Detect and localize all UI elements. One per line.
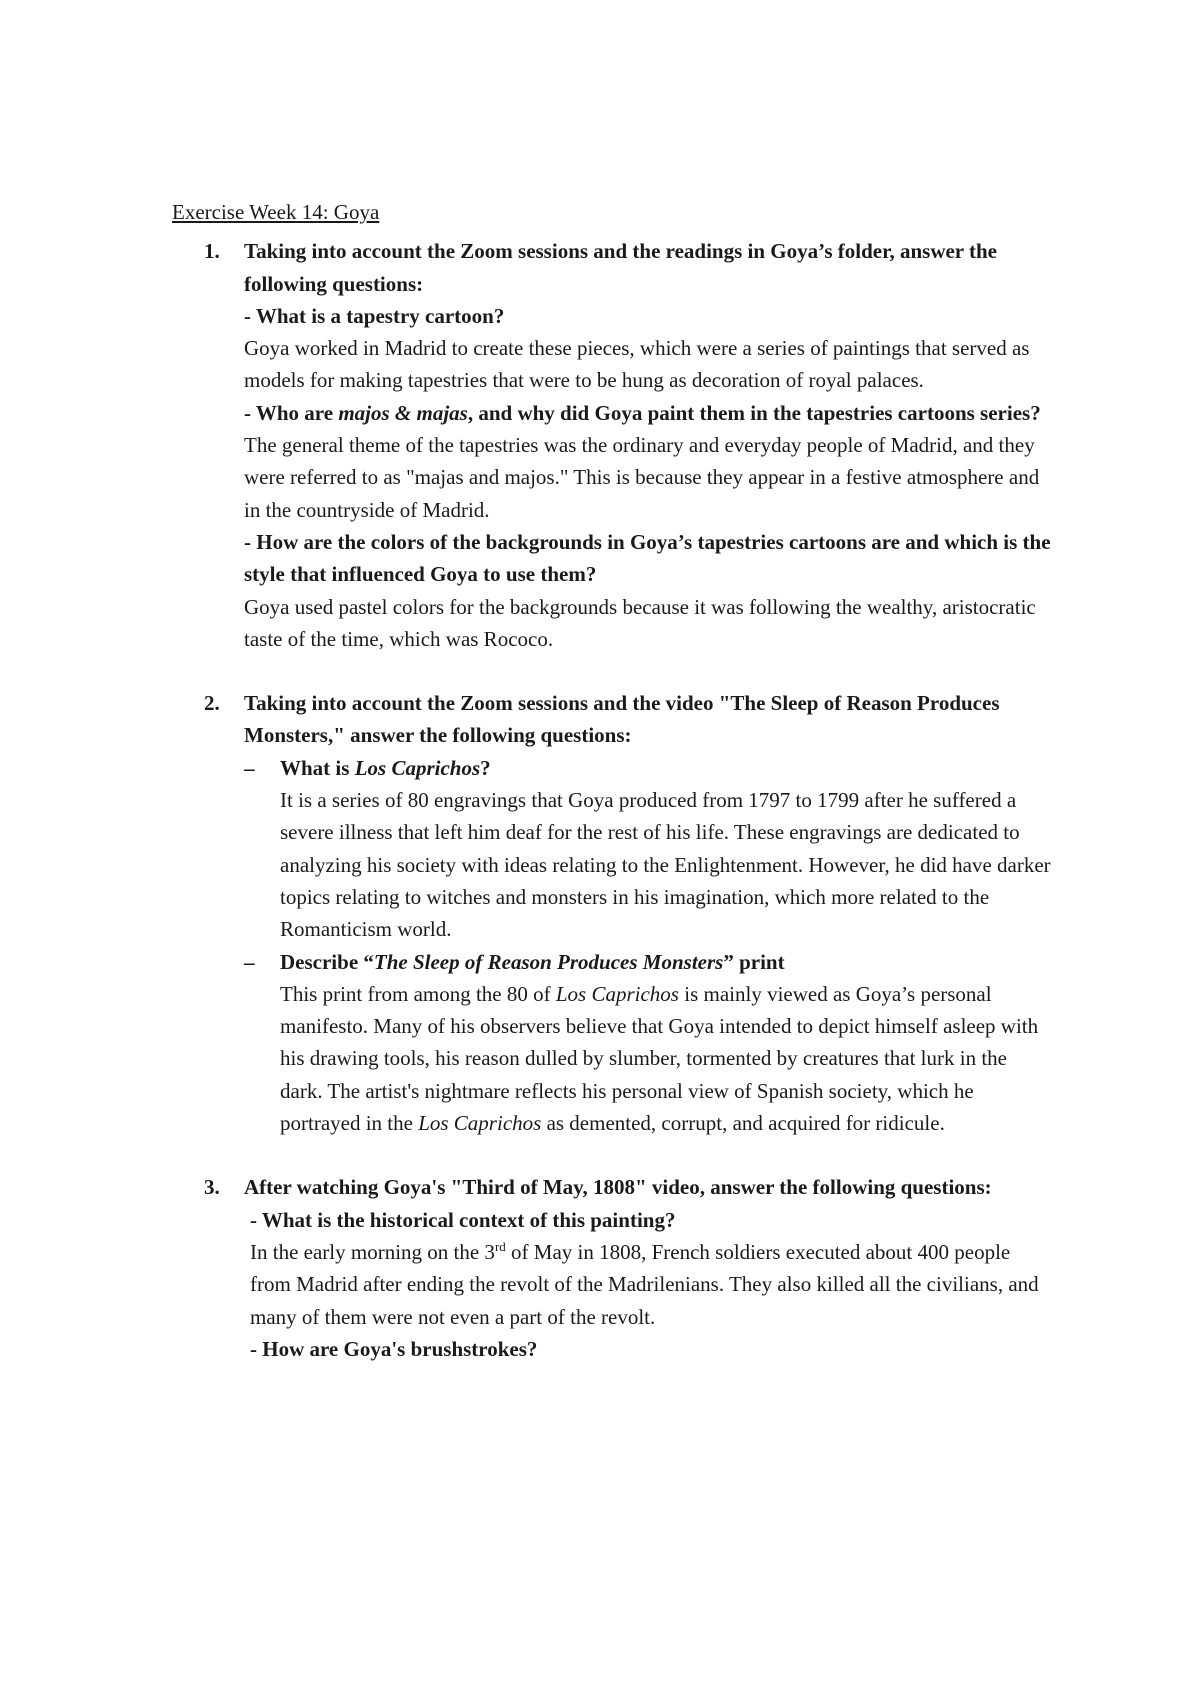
sub-question-emphasis: The Sleep of Reason Produces Monsters (373, 949, 724, 974)
question-number: 1. (204, 239, 220, 264)
question-number: 2. (204, 691, 220, 716)
question-1 (172, 235, 1052, 655)
answer-segment: This print from among the 80 of (280, 981, 556, 1006)
answer-text (244, 1236, 1052, 1333)
sub-question-text: ? (480, 755, 491, 780)
document-title: Exercise Week 14: Goya (172, 200, 380, 224)
list-item (244, 946, 1052, 1140)
sub-question: - What is a tapestry cartoon? (244, 303, 505, 328)
answer-segment: of May in 1808, French soldiers executed about 400 people from Madrid after ending the revolt of the Madrilenians. They also killed all the civilians, and many of them were not even a part of the revolt. (250, 1239, 1039, 1329)
sub-question (280, 752, 1052, 784)
dash-bullet: – (244, 755, 255, 780)
document-body (172, 196, 1052, 1365)
answer-segment: In the early morning on the 3 (250, 1239, 495, 1264)
sub-question-emphasis: majos & majas (338, 400, 468, 425)
sub-question: - What is the historical context of this painting? (250, 1207, 676, 1232)
spacer (172, 655, 1052, 687)
question-2 (172, 687, 1052, 1139)
answer-emphasis: Los Caprichos (555, 981, 679, 1006)
sub-question-text: , and why did Goya paint them in the tapestries cartoons series? (467, 400, 1041, 425)
sub-question (280, 946, 1052, 978)
question-heading: Taking into account the Zoom sessions and the readings in Goya’s folder, answer the following questions: (244, 239, 997, 296)
question-number: 3. (204, 1175, 220, 1200)
answer-emphasis: Los Caprichos (418, 1111, 542, 1136)
ordinal-suffix: rd (494, 1238, 506, 1254)
sub-question-emphasis: Los Caprichos (354, 755, 481, 780)
answer-text: Goya worked in Madrid to create these pieces, which were a series of paintings that served as models for making tapestries that were to be hung as decoration of royal palaces. (244, 336, 1030, 393)
question-3 (172, 1171, 1052, 1365)
sub-question: - How are Goya's brushstrokes? (250, 1336, 538, 1361)
answer-segment: is mainly viewed as Goya’s personal manifesto. Many of his observers believe that Goya intended to depict himself asleep with his drawing tools, his reason dulled by slumber, tormented by creatures that lurk in the dark. The artist's nightmare reflects his personal view of Spanish society, which he portrayed in the (280, 981, 1039, 1136)
sub-question-text: ” print (723, 949, 785, 974)
sub-question-text: What is (280, 755, 355, 780)
sub-question: - How are the colors of the backgrounds in Goya’s tapestries cartoons are and which is the style that influenced Goya to use them? (244, 529, 1051, 587)
dash-bullet: – (244, 949, 255, 974)
question-heading: After watching Goya's "Third of May, 1808" video, answer the following questions: (244, 1175, 992, 1200)
answer-text: The general theme of the tapestries was the ordinary and everyday people of Madrid, and they were referred to as "majas and majos." This is because they appear in a festive atmosphere and in the countryside of Madrid. (244, 433, 1040, 522)
question-heading: Taking into account the Zoom sessions and the video "The Sleep of Reason Produces Monsters," answer the following questions: (244, 691, 1000, 748)
answer-text (280, 978, 1052, 1139)
list-item (244, 752, 1052, 946)
answer-text: It is a series of 80 engravings that Goya produced from 1797 to 1799 after he suffered a severe illness that left him deaf for the rest of his life. These engravings are dedicated to analyzing his society with ideas relating to the Enlightenment. However, he did have darker topics relating to witches and monsters in his imagination, which more related to the Romanticism world. (280, 788, 1051, 942)
answer-segment: as demented, corrupt, and acquired for ridicule. (541, 1111, 945, 1136)
sub-question-text: Describe “ (280, 949, 374, 974)
sub-question (244, 397, 1052, 429)
sub-question-text: - Who are (244, 400, 339, 425)
spacer (172, 1139, 1052, 1171)
answer-text: Goya used pastel colors for the backgrounds because it was following the wealthy, aristocratic taste of the time, which was Rococo. (244, 594, 1036, 651)
